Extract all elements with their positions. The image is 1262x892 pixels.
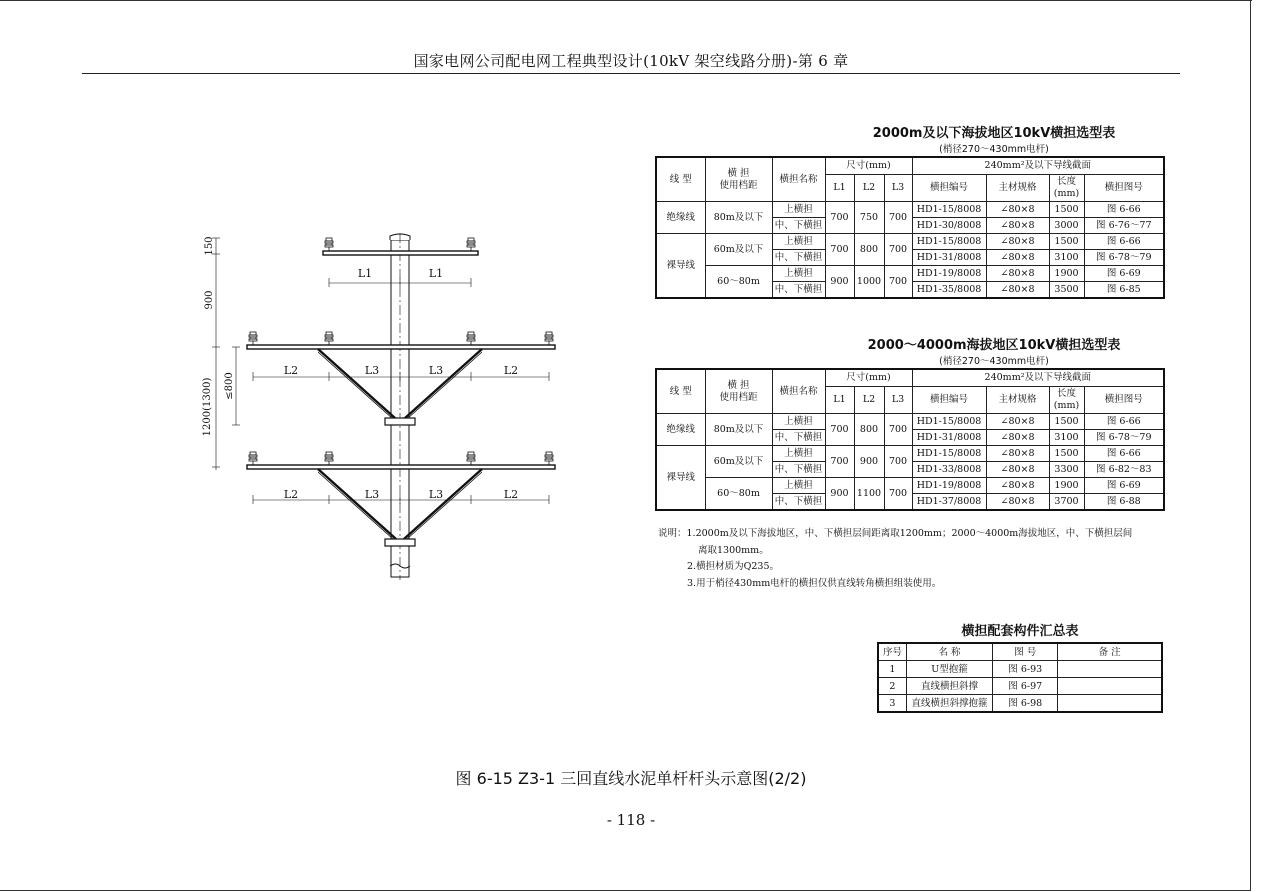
cell-span: 60～80m: [705, 478, 772, 511]
dim-label: L2: [503, 364, 519, 377]
cell-length: 1900: [1049, 266, 1084, 282]
cell-code: HD1-15/8008: [912, 414, 986, 430]
head-l1: L1: [825, 175, 854, 202]
bottom-crossarm: [247, 465, 555, 469]
cell-code: HD1-15/8008: [912, 446, 986, 462]
cell-fig: 图 6-66: [1084, 414, 1164, 430]
table-row: [656, 202, 1164, 218]
summary-table: [877, 642, 1163, 713]
table2: [655, 368, 1165, 511]
note-line: 离取1300mm。: [698, 544, 769, 556]
cell-code: HD1-19/8008: [912, 478, 986, 494]
dim-label: L2: [283, 488, 299, 501]
cell-span: 60m及以下: [705, 234, 772, 266]
cell-length: 3000: [1049, 218, 1084, 234]
cell-fig: 图 6-76～77: [1084, 218, 1164, 234]
head-line-type: 线 型: [656, 369, 705, 414]
summary-head-remark: 备 注: [1058, 643, 1162, 661]
head-material: 主材规格: [986, 387, 1049, 414]
cell-span: 60～80m: [705, 266, 772, 299]
cell-fig: 图 6-66: [1084, 446, 1164, 462]
cell-material: ∠80×8: [986, 494, 1049, 511]
head-length: [1049, 387, 1084, 414]
cell-code: HD1-33/8008: [912, 462, 986, 478]
head-name: 横担名称: [772, 369, 825, 414]
top-crossarm: [323, 251, 478, 255]
dim-vertical-label: 150: [204, 236, 215, 256]
table2-subtitle: (梢径270～430mm电杆): [939, 356, 1049, 367]
cell-line-type: 裸导线: [656, 234, 705, 299]
head-size: 尺寸(mm): [825, 369, 912, 387]
head-l1: L1: [825, 387, 854, 414]
table2-title: 2000～4000m海拔地区10kV横担选型表: [867, 338, 1121, 353]
cell-material: ∠80×8: [986, 218, 1049, 234]
cell-length: 1500: [1049, 414, 1084, 430]
cell-code: HD1-30/8008: [912, 218, 986, 234]
page-number: - 118 -: [606, 811, 656, 829]
summary-cell-remark: [1058, 678, 1162, 695]
head-l3: L3: [884, 387, 912, 414]
cell-code: HD1-15/8008: [912, 234, 986, 250]
head-length-line: (mm): [1053, 400, 1080, 411]
dim-vertical-label: 900: [204, 290, 215, 310]
head-length: [1049, 175, 1084, 202]
table-header-row: [656, 369, 1164, 387]
page-header: 国家电网公司配电网工程典型设计(10kV 架空线路分册)-第 6 章: [413, 52, 849, 70]
head-l3: L3: [884, 175, 912, 202]
table-row: [656, 446, 1164, 462]
cell-name: 上横担: [772, 266, 825, 282]
cell-name: 上横担: [772, 202, 825, 218]
cell-name: 中、下横担: [772, 282, 825, 299]
cell-length: 1500: [1049, 234, 1084, 250]
cell-l1: 900: [825, 266, 854, 299]
cell-fig: 图 6-85: [1084, 282, 1164, 299]
head-length-line: 长度: [1057, 388, 1077, 399]
head-length-line: 长度: [1057, 176, 1077, 187]
summary-cell-remark: [1058, 695, 1162, 713]
head-material: 主材规格: [986, 175, 1049, 202]
dim-label: L3: [428, 364, 444, 377]
head-l2: L2: [854, 175, 884, 202]
table1-subtitle: (梢径270～430mm电杆): [939, 144, 1049, 155]
cell-l2: 800: [854, 234, 884, 266]
cell-fig: 图 6-69: [1084, 266, 1164, 282]
summary-row: [878, 661, 1162, 678]
cell-l2: 900: [854, 446, 884, 478]
cell-fig: 图 6-82～83: [1084, 462, 1164, 478]
head-span-line: 使用档距: [719, 391, 758, 403]
cell-line-type: 裸导线: [656, 446, 705, 511]
cell-code: HD1-15/8008: [912, 202, 986, 218]
cell-span: 60m及以下: [705, 446, 772, 478]
cell-code: HD1-35/8008: [912, 282, 986, 299]
table-row: [656, 478, 1164, 494]
cell-l2: 1100: [854, 478, 884, 511]
summary-cell-name: 直线横担斜撑抱箍: [906, 695, 992, 713]
cell-l3: 700: [884, 478, 912, 511]
dim-label: L3: [364, 364, 380, 377]
dim-vertical-label: ≤800: [224, 372, 235, 400]
table-row: [656, 266, 1164, 282]
dim-vertical-label: 1200(1300): [202, 377, 213, 437]
head-code: 横担编号: [912, 387, 986, 414]
cell-material: ∠80×8: [986, 430, 1049, 446]
head-span-line: 横 担: [727, 167, 750, 179]
cell-l3: 700: [884, 202, 912, 234]
cell-l3: 700: [884, 234, 912, 266]
cell-l3: 700: [884, 414, 912, 446]
cell-material: ∠80×8: [986, 250, 1049, 266]
dim-label: L2: [283, 364, 299, 377]
cell-fig: 图 6-88: [1084, 494, 1164, 511]
cell-material: ∠80×8: [986, 462, 1049, 478]
middle-brace-hoop: [385, 418, 415, 425]
header-rule: [82, 73, 1180, 74]
cell-span: 80m及以下: [705, 414, 772, 446]
summary-header-row: [878, 643, 1162, 661]
cell-length: 3500: [1049, 282, 1084, 299]
summary-cell-no: 1: [878, 661, 906, 678]
head-fig: 横担图号: [1084, 175, 1164, 202]
summary-head-name: 名 称: [906, 643, 992, 661]
cell-length: 3300: [1049, 462, 1084, 478]
cell-material: ∠80×8: [986, 478, 1049, 494]
table-header-row: [656, 157, 1164, 175]
head-span: [705, 369, 772, 414]
cell-name: 中、下横担: [772, 218, 825, 234]
cell-name: 上横担: [772, 234, 825, 250]
cell-name: 中、下横担: [772, 250, 825, 266]
table1-title-block: [656, 122, 1262, 155]
summary-head-fig: 图 号: [993, 643, 1058, 661]
head-span-line: 使用档距: [719, 179, 758, 191]
cell-length: 3100: [1049, 250, 1084, 266]
head-length-line: (mm): [1053, 188, 1080, 199]
cell-l2: 750: [854, 202, 884, 234]
table-row: [656, 414, 1164, 430]
cell-material: ∠80×8: [986, 282, 1049, 299]
cell-l1: 700: [825, 446, 854, 478]
cell-length: 1500: [1049, 446, 1084, 462]
cell-span: 80m及以下: [705, 202, 772, 234]
head-code: 横担编号: [912, 175, 986, 202]
summary-cell-no: 3: [878, 695, 906, 713]
head-l2: L2: [854, 387, 884, 414]
summary-title: 横担配套构件汇总表: [961, 624, 1079, 639]
cell-name: 上横担: [772, 478, 825, 494]
notes: [658, 526, 1132, 592]
table2-title-block: [656, 334, 1262, 367]
dim-label: L2: [503, 488, 519, 501]
cell-material: ∠80×8: [986, 414, 1049, 430]
summary-head-no: 序号: [878, 643, 906, 661]
dim-label: L1: [357, 267, 373, 280]
cell-name: 中、下横担: [772, 462, 825, 478]
cell-material: ∠80×8: [986, 266, 1049, 282]
summary-row: [878, 695, 1162, 713]
cell-length: 1900: [1049, 478, 1084, 494]
head-line-type: 线 型: [656, 157, 705, 202]
bottom-brace-hoop: [385, 539, 415, 546]
summary-cell-remark: [1058, 661, 1162, 678]
dim-label: L3: [364, 488, 380, 501]
head-wire: 240mm²及以下导线截面: [912, 369, 1164, 387]
summary-cell-name: 直线横担斜撑: [906, 678, 992, 695]
summary-cell-name: U型抱箍: [906, 661, 992, 678]
cell-l2: 800: [854, 414, 884, 446]
figure-caption: 图 6-15 Z3-1 三回直线水泥单杆杆头示意图(2/2): [455, 769, 807, 788]
summary-cell-fig: 图 6-98: [993, 695, 1058, 713]
head-span: [705, 157, 772, 202]
page-frame-top: [0, 0, 1252, 1]
summary-row: [878, 678, 1162, 695]
cell-code: HD1-31/8008: [912, 430, 986, 446]
cell-fig: 图 6-66: [1084, 202, 1164, 218]
cell-l2: 1000: [854, 266, 884, 299]
cell-length: 3700: [1049, 494, 1084, 511]
cell-code: HD1-19/8008: [912, 266, 986, 282]
cell-length: 3100: [1049, 430, 1084, 446]
middle-crossarm: [247, 345, 555, 349]
cell-l1: 900: [825, 478, 854, 511]
cell-name: 中、下横担: [772, 430, 825, 446]
head-fig: 横担图号: [1084, 387, 1164, 414]
cell-l1: 700: [825, 202, 854, 234]
note-line: 说明：1.2000m及以下海拔地区，中、下横担层间距离取1200mm；2000～4000m海拔地区，中、下横担层间: [658, 528, 1133, 539]
cell-name: 中、下横担: [772, 494, 825, 511]
note-line: 2.横担材质为Q235。: [687, 561, 779, 572]
head-name: 横担名称: [772, 157, 825, 202]
cell-material: ∠80×8: [986, 446, 1049, 462]
note-line: 3.用于梢径430mm电杆的横担仅供直线转角横担组装使用。: [687, 577, 942, 589]
cell-fig: 图 6-66: [1084, 234, 1164, 250]
table-row: [656, 234, 1164, 250]
summary-cell-fig: 图 6-93: [993, 661, 1058, 678]
pole-head-drawing: [190, 228, 560, 583]
cell-fig: 图 6-78～79: [1084, 430, 1164, 446]
summary-cell-fig: 图 6-97: [993, 678, 1058, 695]
head-size: 尺寸(mm): [825, 157, 912, 175]
table1-title: 2000m及以下海拔地区10kV横担选型表: [872, 126, 1116, 141]
table1: [655, 156, 1165, 299]
cell-fig: 图 6-78～79: [1084, 250, 1164, 266]
cell-length: 1500: [1049, 202, 1084, 218]
cell-line-type: 绝缘线: [656, 202, 705, 234]
summary-cell-no: 2: [878, 678, 906, 695]
cell-fig: 图 6-69: [1084, 478, 1164, 494]
dim-label: L1: [428, 267, 444, 280]
cell-l3: 700: [884, 266, 912, 299]
head-span-line: 横 担: [727, 379, 750, 391]
cell-material: ∠80×8: [986, 202, 1049, 218]
cell-name: 上横担: [772, 446, 825, 462]
head-wire: 240mm²及以下导线截面: [912, 157, 1164, 175]
cell-material: ∠80×8: [986, 234, 1049, 250]
cell-code: HD1-37/8008: [912, 494, 986, 511]
cell-l3: 700: [884, 446, 912, 478]
cell-l1: 700: [825, 234, 854, 266]
cell-name: 上横担: [772, 414, 825, 430]
cell-code: HD1-31/8008: [912, 250, 986, 266]
vertical-dimension-lines: [212, 238, 240, 470]
dim-label: L3: [428, 488, 444, 501]
cell-l1: 700: [825, 414, 854, 446]
cell-line-type: 绝缘线: [656, 414, 705, 446]
